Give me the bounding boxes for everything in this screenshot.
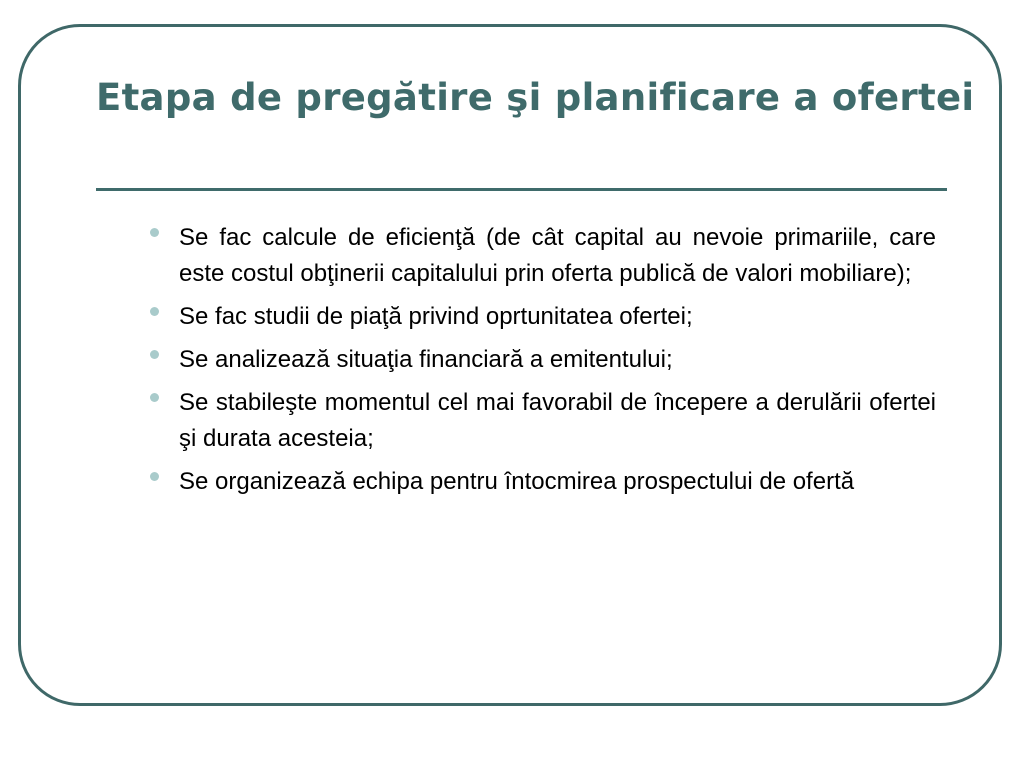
bullet-item — [147, 220, 936, 292]
round-bullet-icon — [150, 393, 159, 402]
round-bullet-icon — [150, 228, 159, 237]
bullet-item — [147, 385, 936, 457]
bullet-text: Se fac calcule de eficienţă (de cât capital au nevoie primariile, care este costul obţinerii capitalului prin oferta publică de valori mobiliare); — [179, 224, 936, 287]
bullet-item — [147, 342, 936, 378]
bullet-text: Se organizează echipa pentru întocmirea prospectului de ofertă — [179, 468, 855, 495]
round-bullet-icon — [150, 350, 159, 359]
bullet-text: Se fac studii de piaţă privind oprtunitatea ofertei; — [179, 303, 693, 330]
bullet-item — [147, 464, 936, 500]
round-bullet-icon — [150, 307, 159, 316]
bullet-text: Se stabileşte momentul cel mai favorabil de începere a derulării ofertei şi durata acesteia; — [179, 389, 936, 452]
round-bullet-icon — [150, 472, 159, 481]
bullet-list — [147, 220, 936, 507]
bullet-item — [147, 299, 936, 335]
bullet-text: Se analizează situaţia financiară a emitentului; — [179, 346, 673, 373]
title-divider — [96, 188, 947, 191]
slide-title: Etapa de pregătire şi planificare a ofertei — [96, 76, 975, 119]
